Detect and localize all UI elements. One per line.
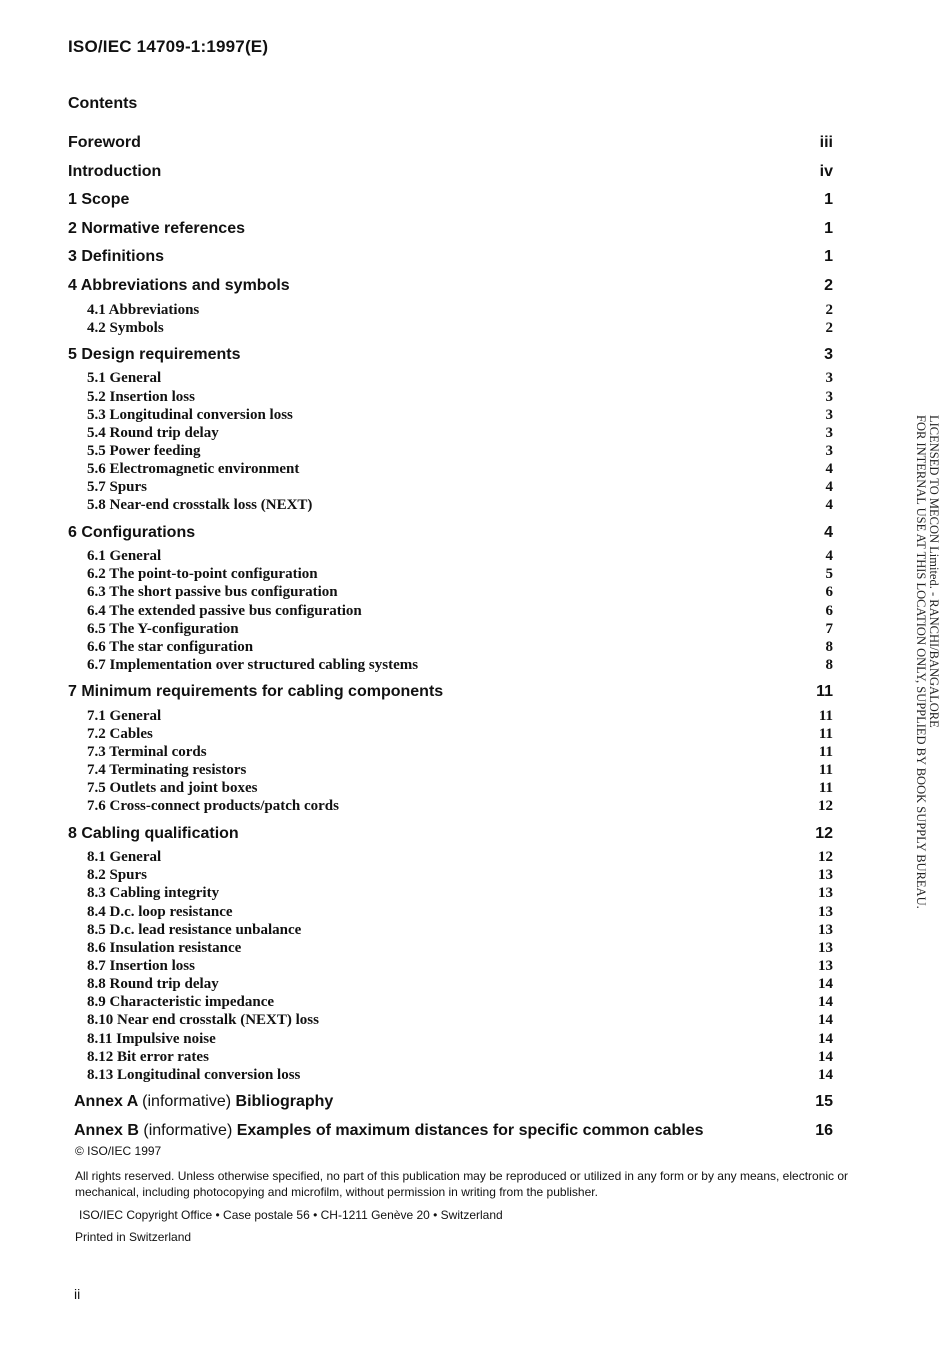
toc-entry-5-1[interactable]: 5.1 General 3 bbox=[87, 370, 833, 387]
toc-entry-4-2[interactable]: 4.2 Symbols 2 bbox=[87, 319, 833, 336]
toc-entry-7-3[interactable]: 7.3 Terminal cords 11 bbox=[87, 744, 833, 761]
toc-entry-6-3[interactable]: 6.3 The short passive bus configuration 6 bbox=[87, 584, 833, 601]
printed-in: Printed in Switzerland bbox=[75, 1230, 192, 1244]
annex-b-title: Examples of maximum distances for specific common cables bbox=[236, 1121, 704, 1139]
license-watermark bbox=[914, 415, 940, 909]
toc-entry-7-1[interactable]: 7.1 General 11 bbox=[87, 707, 833, 724]
toc-entry-8-8[interactable]: 8.8 Round trip delay 14 bbox=[87, 976, 833, 993]
page-number: ii bbox=[74, 1286, 81, 1302]
toc-entry-5-8[interactable]: 5.8 Near-end crosstalk loss (NEXT) 4 bbox=[87, 497, 833, 514]
toc-entry-scope[interactable]: 1 Scope 1 bbox=[68, 191, 833, 209]
toc-entry-5-6[interactable]: 5.6 Electromagnetic environment 4 bbox=[87, 461, 833, 478]
toc-entry-5-7[interactable]: 5.7 Spurs 4 bbox=[87, 479, 833, 496]
toc-entry-definitions[interactable]: 3 Definitions 1 bbox=[68, 248, 833, 266]
toc-entry-5-3[interactable]: 5.3 Longitudinal conversion loss 3 bbox=[87, 406, 833, 423]
toc-entry-minimum-requirements[interactable]: 7 Minimum requirements for cabling components 11 bbox=[68, 683, 833, 701]
toc-entry-6-6[interactable]: 6.6 The star configuration 8 bbox=[87, 638, 833, 655]
toc-entry-introduction[interactable]: Introduction iv bbox=[68, 162, 833, 180]
table-of-contents bbox=[68, 129, 833, 1145]
toc-entry-6-4[interactable]: 6.4 The extended passive bus configuration 6 bbox=[87, 602, 833, 619]
watermark-line-1: LICENSED TO MECON Limited. - RANCHI/BANGALORE bbox=[927, 415, 941, 728]
toc-entry-8-7[interactable]: 8.7 Insertion loss 13 bbox=[87, 958, 833, 975]
annex-b-name: Annex B bbox=[74, 1121, 139, 1139]
annex-a-title: Bibliography bbox=[235, 1093, 334, 1110]
toc-entry-8-9[interactable]: 8.9 Characteristic impedance 14 bbox=[87, 994, 833, 1011]
toc-entry-7-6[interactable]: 7.6 Cross-connect products/patch cords 12 bbox=[87, 798, 833, 815]
toc-entry-4-1[interactable]: 4.1 Abbreviations 2 bbox=[87, 301, 833, 318]
annex-a-page: 15 bbox=[815, 1093, 833, 1110]
toc-entry-8-3[interactable]: 8.3 Cabling integrity 13 bbox=[87, 885, 833, 902]
toc-entry-6-2[interactable]: 6.2 The point-to-point configuration 5 bbox=[87, 566, 833, 583]
annex-a-qualifier: (informative) bbox=[142, 1093, 232, 1110]
toc-entry-7-4[interactable]: 7.4 Terminating resistors 11 bbox=[87, 762, 833, 779]
toc-entry-5-5[interactable]: 5.5 Power feeding 3 bbox=[87, 443, 833, 459]
copyright-office-address: ISO/IEC Copyright Office • Case postale 56 • CH-1211 Genève 20 • Switzerland bbox=[79, 1208, 503, 1222]
toc-entry-8-1[interactable]: 8.1 General 12 bbox=[87, 849, 833, 866]
toc-entry-5-2[interactable]: 5.2 Insertion loss 3 bbox=[87, 388, 833, 405]
toc-entry-6-7[interactable]: 6.7 Implementation over structured cabling systems 8 bbox=[87, 657, 833, 673]
toc-entry-annex-b[interactable] bbox=[68, 1117, 833, 1146]
toc-entry-8-4[interactable]: 8.4 D.c. loop resistance 13 bbox=[87, 903, 833, 920]
annex-a-name: Annex A bbox=[74, 1093, 138, 1110]
toc-entry-design-requirements[interactable]: 5 Design requirements 3 bbox=[68, 345, 833, 363]
toc-entry-normative-references[interactable]: 2 Normative references 1 bbox=[68, 219, 833, 237]
toc-entry-configurations[interactable]: 6 Configurations 4 bbox=[68, 523, 833, 541]
toc-entry-annex-a[interactable] bbox=[68, 1088, 833, 1117]
toc-entry-7-2[interactable]: 7.2 Cables 11 bbox=[87, 725, 833, 742]
toc-entry-7-5[interactable]: 7.5 Outlets and joint boxes 11 bbox=[87, 780, 833, 797]
copyright-notice: © ISO/IEC 1997 bbox=[75, 1144, 162, 1158]
toc-entry-8-6[interactable]: 8.6 Insulation resistance 13 bbox=[87, 939, 833, 956]
watermark-line-2: FOR INTERNAL USE AT THIS LOCATION ONLY, SUPPLIED BY BOOK SUPPLY BUREAU. bbox=[914, 415, 928, 909]
copyright-block bbox=[75, 1144, 895, 1244]
toc-entry-8-10[interactable]: 8.10 Near end crosstalk (NEXT) loss 14 bbox=[87, 1012, 833, 1029]
annex-b-page: 16 bbox=[815, 1121, 833, 1139]
toc-entry-8-13[interactable]: 8.13 Longitudinal conversion loss 14 bbox=[87, 1066, 833, 1083]
contents-heading: Contents bbox=[68, 95, 138, 112]
toc-entry-6-5[interactable]: 6.5 The Y-configuration 7 bbox=[87, 620, 833, 637]
toc-entry-8-2[interactable]: 8.2 Spurs 13 bbox=[87, 867, 833, 884]
toc-entry-8-11[interactable]: 8.11 Impulsive noise 14 bbox=[87, 1030, 833, 1047]
rights-statement: All rights reserved. Unless otherwise specified, no part of this publication may be reproduced or utilized in any form or by any means, electronic or mechanical, including photocopying and microfilm, without permission in writing from the publisher. bbox=[75, 1169, 849, 1199]
toc-entry-foreword[interactable]: Foreword iii bbox=[68, 134, 833, 151]
toc-entry-8-5[interactable]: 8.5 D.c. lead resistance unbalance 13 bbox=[87, 921, 833, 938]
toc-entry-8-12[interactable]: 8.12 Bit error rates 14 bbox=[87, 1048, 833, 1065]
annex-b-qualifier: (informative) bbox=[143, 1121, 233, 1139]
toc-entry-cabling-qualification[interactable]: 8 Cabling qualification 12 bbox=[68, 824, 833, 842]
toc-entry-abbreviations-and-symbols[interactable]: 4 Abbreviations and symbols 2 bbox=[68, 276, 833, 294]
document-header-title: ISO/IEC 14709-1:1997(E) bbox=[68, 37, 269, 56]
toc-entry-5-4[interactable]: 5.4 Round trip delay 3 bbox=[87, 424, 833, 441]
toc-entry-6-1[interactable]: 6.1 General 4 bbox=[87, 548, 833, 565]
